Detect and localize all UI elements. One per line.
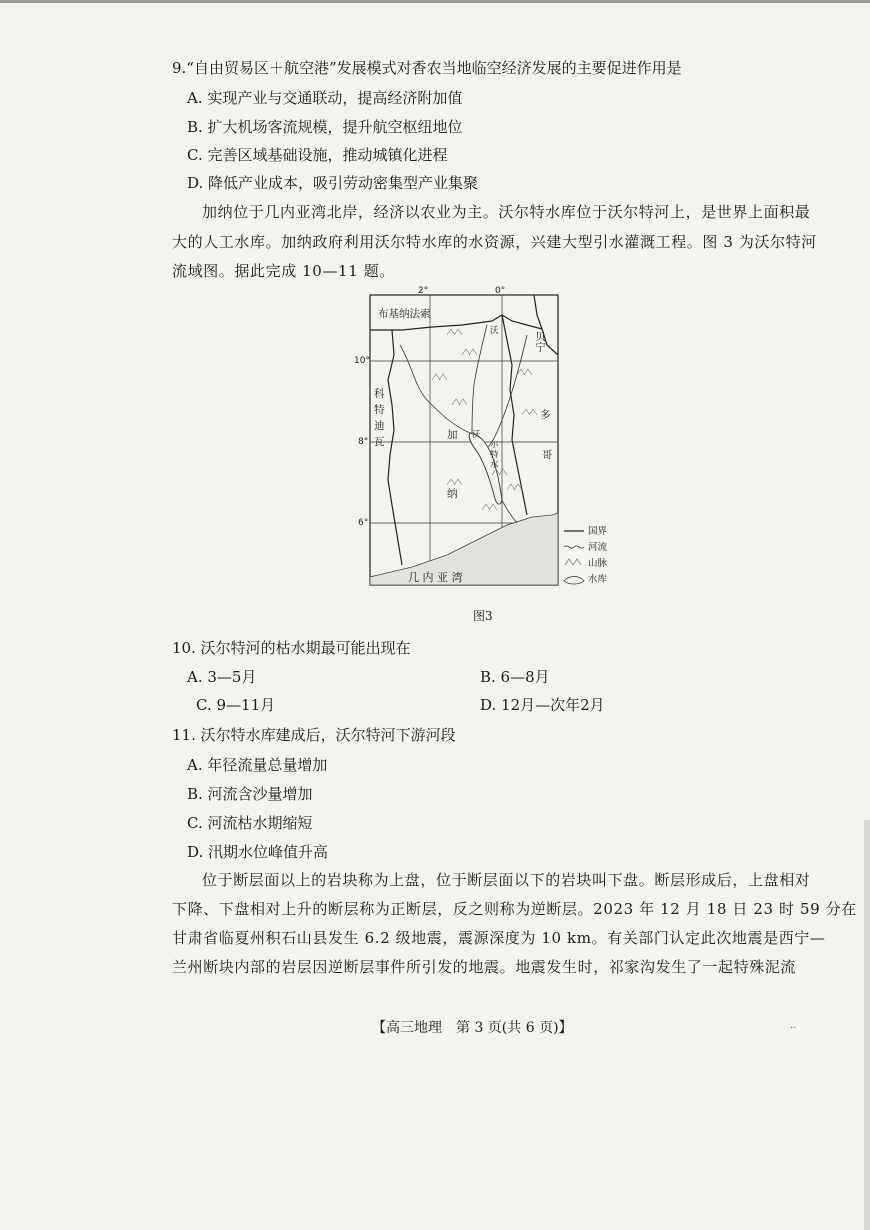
intro-10-11-line-3: 流域图。据此完成 10—11 题。 [172,262,395,280]
legend-river-label: 河流 [588,542,608,553]
q9-option-b: B. 扩大机场客流规模，提升航空枢纽地位 [187,118,463,136]
q9-stem: 9.“自由贸易区＋航空港”发展模式对香农当地临空经济发展的主要促进作用是 [172,59,682,77]
tick-lat-6: 6° [358,518,369,528]
label-gulf-of-guinea: 几 内 亚 湾 [408,571,463,584]
map-legend [564,526,608,585]
legend-reservoir-label: 水库 [588,574,608,585]
tick-lat-10: 10° [354,356,370,366]
q11-option-c: C. 河流枯水期缩短 [187,814,313,832]
label-river-1: 沃 [490,326,499,336]
label-ivory-1: 科 [374,388,385,400]
label-ghana-1: 加 [447,429,458,441]
river-white-volta [472,325,487,433]
page-footer: 【高三地理 第 3 页(共 6 页)】 [372,1020,573,1036]
tick-lat-8: 8° [358,437,369,447]
label-river-3: 尔 [490,440,499,450]
label-togo-1: 多 [540,409,551,421]
tick-lon-0: 0° [495,286,506,296]
q9-option-a: A. 实现产业与交通联动，提高经济附加值 [187,89,463,107]
q9-option-d: D. 降低产业成本，吸引劳动密集型产业集聚 [187,174,479,192]
intro-12-line-4: 兰州断块内部的岩层因逆断层事件所引发的地震。地震发生时，祁家沟发生了一起特殊泥流 [172,958,797,976]
volta-basin-map [352,285,652,595]
q10-option-d: D. 12月—次年2月 [480,696,605,714]
scan-edge-top [0,0,870,3]
label-ivory-3: 迪 [374,420,385,432]
legend-river-symbol [564,546,584,548]
intro-12-line-2: 下降、下盘相对上升的断层称为正断层，反之则称为逆断层。2023 年 12 月 18 日 23 时 59 分在 [172,900,857,918]
tick-lon-2: 2° [418,286,429,296]
q10-option-a: A. 3—5月 [187,668,257,686]
label-river-4: 特 [490,450,499,460]
label-ivory-4: 瓦 [374,436,385,448]
label-togo-2: 哥 [542,449,553,461]
q11-stem: 11. 沃尔特水库建成后，沃尔特河下游河段 [172,726,456,744]
border-east-togo [502,315,527,515]
intro-12-line-3: 甘肃省临夏州积石山县发生 6.2 级地震，震源深度为 10 km。有关部门认定此次地震是西宁— [172,929,826,947]
label-benin: 贝宁 [534,331,546,352]
scan-specks: .. [790,1020,797,1031]
intro-10-11-line-2: 大的人工水库。加纳政府利用沃尔特水库的水资源，兴建大型引水灌溉工程。图 3 为沃尔特河 [172,233,817,251]
intro-10-11-line-1: 加纳位于几内亚湾北岸，经济以农业为主。沃尔特水库位于沃尔特河上，是世界上面积最 [202,203,811,221]
border-west [388,330,402,565]
q11-option-a: A. 年径流量总量增加 [187,756,328,774]
q11-option-b: B. 河流含沙量增加 [187,785,313,803]
scan-edge-right [864,820,870,1230]
label-river-5: 水 [490,460,499,470]
river-lower-volta [502,500,517,523]
q10-option-b: B. 6—8月 [480,668,550,686]
legend-mountain-label: 山脉 [588,558,608,569]
intro-12-line-1: 位于断层面以上的岩块称为上盘，位于断层面以下的岩块叫下盘。断层形成后，上盘相对 [202,871,811,889]
river-oti [488,335,527,447]
q9-option-c: C. 完善区域基础设施，推动城镇化进程 [187,146,448,164]
q10-stem: 10. 沃尔特河的枯水期最可能出现在 [172,639,411,657]
q10-option-c: C. 9—11月 [196,696,276,714]
legend-border-label: 国界 [588,526,608,537]
river-black-volta [400,345,470,433]
legend-reservoir-symbol [564,577,584,585]
label-ivory-2: 特 [374,404,385,416]
legend-mountain-symbol [565,559,581,565]
label-burkina-faso: 布基纳法索 [378,308,431,320]
label-river-2: 沃 [472,430,481,440]
gulf-sea-area [370,513,558,585]
q11-option-d: D. 汛期水位峰值升高 [187,843,329,861]
figure-caption: 图3 [473,609,493,623]
label-ghana-2: 纳 [447,488,458,500]
